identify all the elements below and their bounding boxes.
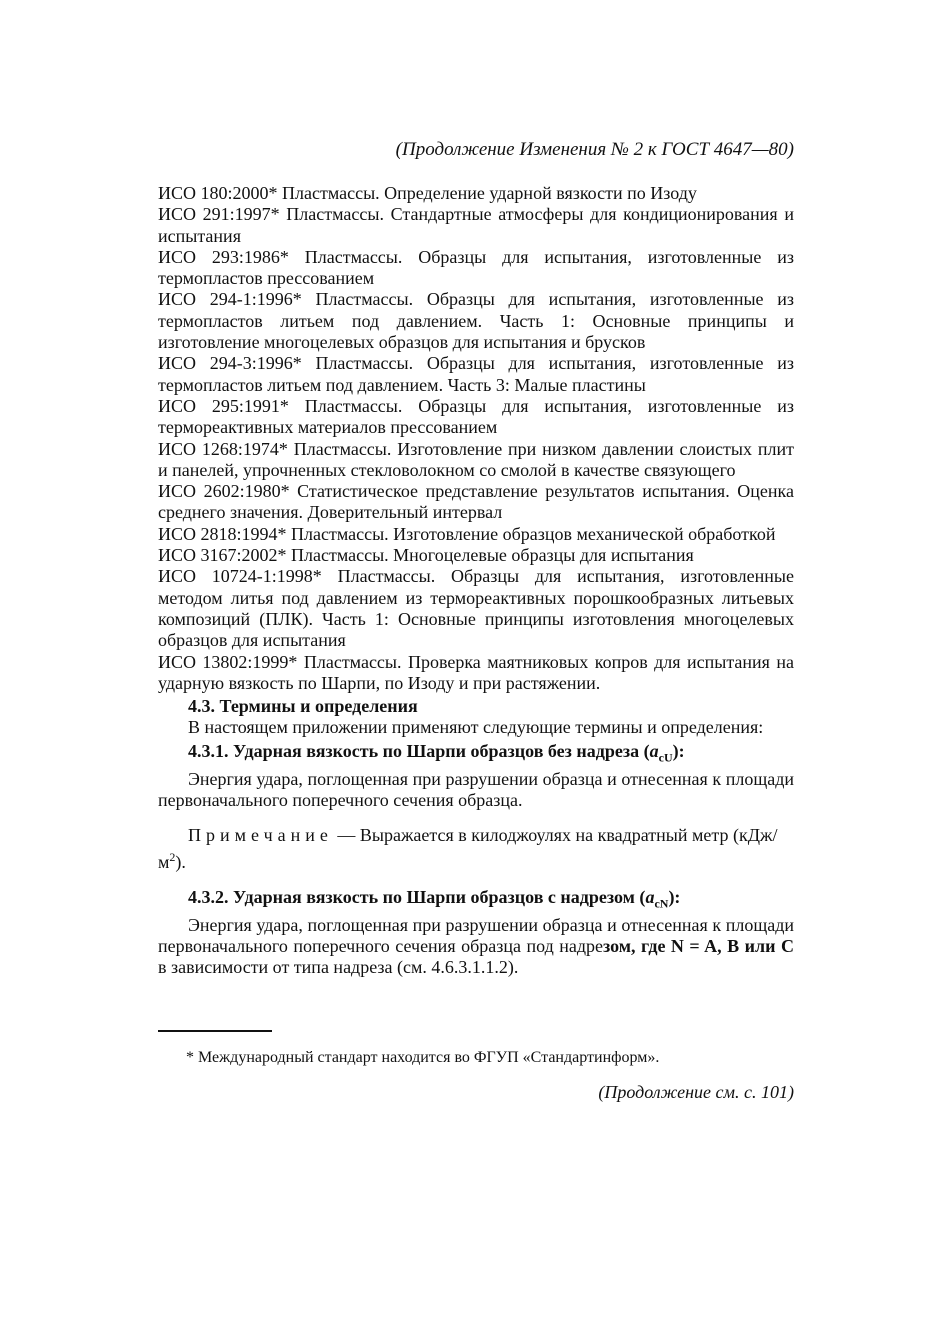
page-continuation: (Продолжение см. с. 101) [598, 1082, 794, 1102]
reference-item: ИСО 1268:1974* Пластмассы. Изготовление при низком давлении слоистых плит и панелей, упрочненных стекловолокном со смолой в качестве связующего [158, 438, 794, 480]
reference-list [158, 183, 794, 694]
term-heading-1: 4.3.1. Ударная вязкость по Шарпи образцов без надреза $(a_{cU})$: [188, 740, 685, 765]
reference-item: ИСО 13802:1999* Пластмассы. Проверка маятниковых копров для испытания на ударную вязкость по Шарпи, по Изоду и при растяжении. [158, 651, 794, 693]
term-definition-1: Энергия удара, поглощенная при разрушении образца и отнесенная к площади первоначального поперечного сечения образца. [158, 768, 794, 810]
reference-item: ИСО 294-1:1996* Пластмассы. Образцы для испытания, изготовленные из термопластов литьем под давлением. Часть 1: Основные принципы и изготовление многоцелевых образцов для испытания и брусков [158, 289, 794, 353]
footnote: * Международный стандарт находится во ФГУП «Стандартинформ». [186, 1049, 660, 1066]
reference-item: ИСО 180:2000* Пластмассы. Определение ударной вязкости по Изоду [158, 183, 697, 203]
reference-item: ИСО 295:1991* Пластмассы. Образцы для испытания, изготовленные из термореактивных материалов прессованием [158, 395, 794, 438]
term-definition-2: Энергия удара, поглощенная при разрушении образца и отнесенная к площади первоначального поперечного сечения образца под надрезом, где N = A, B или C в зависимости от типа надреза (см. 4.6.3.1.1.2). [158, 914, 794, 978]
reference-item: ИСО 3167:2002* Пластмассы. Многоцелевые образцы для испытания [158, 545, 694, 566]
reference-item: ИСО 294-3:1996* Пластмассы. Образцы для испытания, изготовленные из термопластов литьем под давлением. Часть 3: Малые пластины [158, 353, 794, 395]
page-header: (Продолжение Изменения № 2 к ГОСТ 4647—80) [395, 139, 794, 160]
reference-item: ИСО 2602:1980* Статистическое представление результатов испытания. Оценка среднего значения. Доверительный интервал [158, 481, 794, 523]
reference-item: ИСО 293:1986* Пластмассы. Образцы для испытания, изготовленные из термопластов прессованием [158, 246, 794, 289]
term-note: Примечание — Выражается в килоджоулях на квадратный метр $(кДж/м^2)$. [158, 825, 778, 872]
reference-item: ИСО 10724-1:1998* Пластмассы. Образцы для испытания, изготовленные методом литья под давлением из термореактивных порошкообразных литьевых композиций (ПЛК). Часть 1: Основные принципы изготовления многоцелевых образцов для испытания [158, 566, 794, 651]
reference-item: ИСО 2818:1994* Пластмассы. Изготовление образцов механической обработкой [158, 523, 776, 544]
term-heading-2: 4.3.2. Ударная вязкость по Шарпи образцов с надрезом $(a_{cN})$: [188, 886, 681, 911]
note-label: Примечание [188, 825, 333, 846]
footnote-divider [158, 1030, 272, 1032]
reference-item: ИСО 291:1997* Пластмассы. Стандартные атмосферы для кондиционирования и испытания [158, 204, 794, 246]
section-intro: В настоящем приложении применяют следующие термины и определения: [188, 717, 764, 738]
document-body [158, 183, 794, 979]
section-heading: 4.3. Термины и определения [188, 696, 418, 717]
